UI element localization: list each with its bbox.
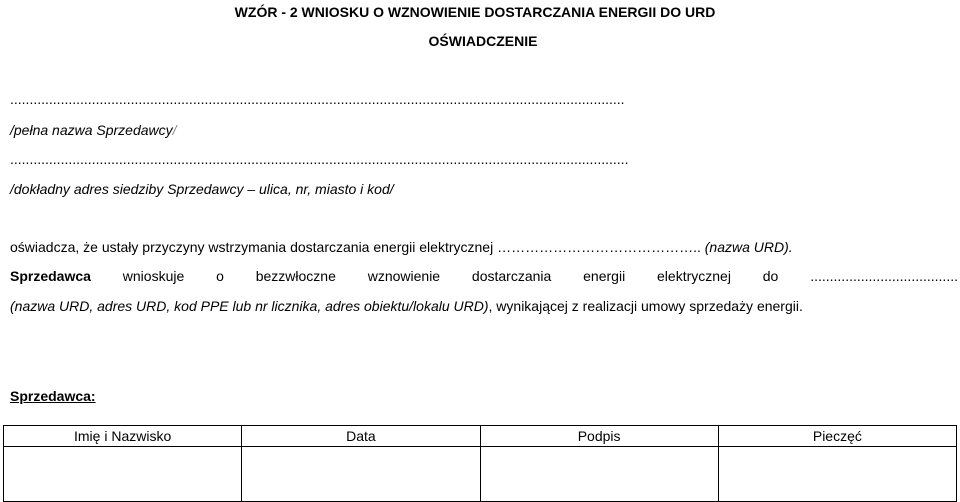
signature-table-header-row — [4, 426, 957, 447]
statement-line-1-text: oświadcza, że ustały przyczyny wstrzymania dostarczania energii elektrycznej — [10, 239, 498, 255]
statement-line-1-paren: (nazwa URD). — [700, 239, 793, 255]
statement-line-3 — [10, 298, 803, 314]
signature-col-date: Data — [242, 426, 480, 447]
statement-line-1-dots: …………………………………….. — [497, 239, 701, 255]
seller-address-caption: /dokładny adres siedziby Sprzedawcy – ulica, nr, miasto i kod/ — [10, 181, 394, 197]
signature-col-signature: Podpis — [480, 426, 718, 447]
signature-cell-date[interactable] — [242, 447, 480, 502]
statement-line-3-rest: , wynikającej z realizacji umowy sprzedaży energii. — [488, 298, 803, 314]
statement-line-2-seller: Sprzedawca — [10, 268, 91, 284]
signature-table — [3, 425, 957, 502]
signature-cell-signature[interactable] — [480, 447, 718, 502]
document-subtitle: OŚWIADCZENIE — [428, 33, 538, 49]
statement-line-1 — [10, 239, 793, 255]
document-title: WZÓR - 2 WNIOSKU O WZNOWIENIE DOSTARCZANIA ENERGII DO URD — [234, 4, 716, 20]
seller-name-caption — [10, 122, 177, 138]
seller-name-dots: .............................................................................................................................................................. — [10, 91, 625, 107]
seller-address-dots: ............................................................................................................................................................... — [10, 151, 629, 167]
signature-cell-name[interactable] — [4, 447, 242, 502]
statement-line-2 — [10, 268, 958, 284]
seller-name-caption-text: /pełna nazwa Sprzedawcy — [10, 122, 173, 138]
signature-col-name: Imię i Nazwisko — [4, 426, 242, 447]
statement-line-2-text: wnioskuje o bezzwłoczne wznowienie dostarczania energii elektrycznej do ...................................... — [90, 268, 958, 284]
signature-cell-stamp[interactable] — [718, 447, 956, 502]
seller-name-caption-slash: / — [172, 122, 177, 138]
signature-label: Sprzedawca: — [10, 388, 96, 404]
signature-col-stamp: Pieczęć — [718, 426, 956, 447]
statement-line-3-paren: (nazwa URD, adres URD, kod PPE lub nr licznika, adres obiektu/lokalu URD) — [10, 298, 489, 314]
signature-table-row — [4, 447, 957, 502]
